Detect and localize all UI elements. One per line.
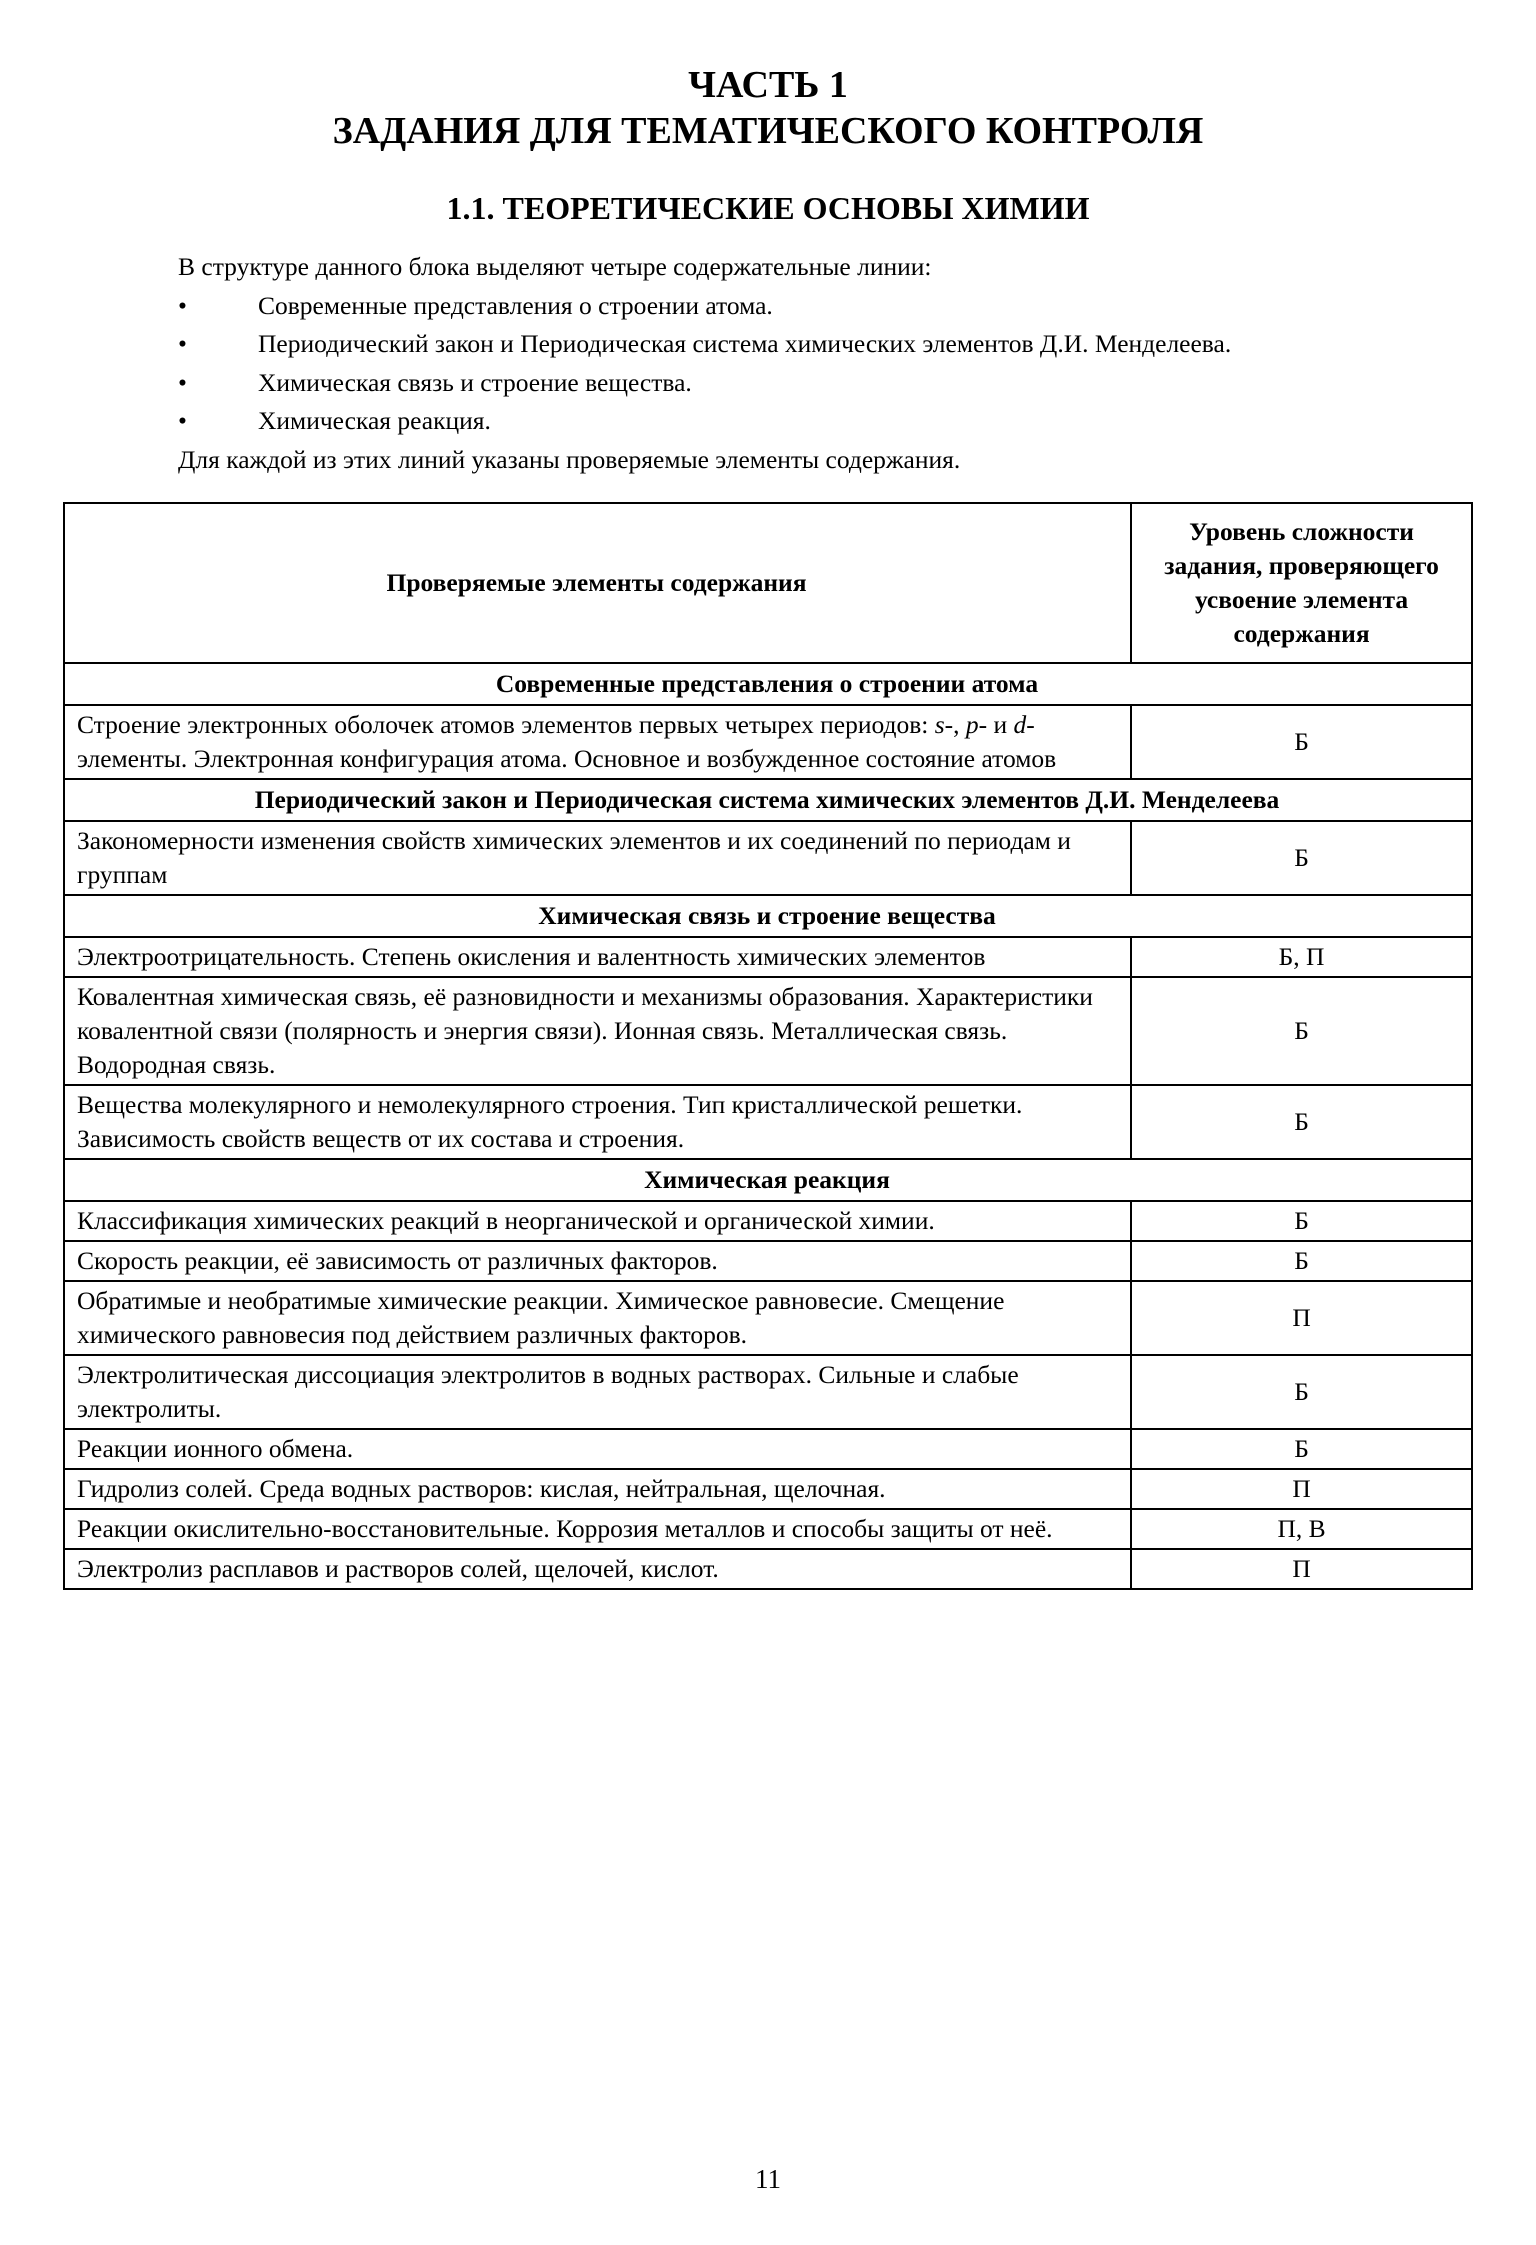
- part-subtitle: ЗАДАНИЯ ДЛЯ ТЕМАТИЧЕСКОГО КОНТРОЛЯ: [332, 110, 1204, 152]
- content-lines-list: [178, 287, 1478, 441]
- element-text-italic: s: [934, 710, 945, 739]
- level-cell: Б: [1131, 1355, 1472, 1429]
- table-row: [64, 937, 1472, 977]
- part-title: [0, 62, 1536, 154]
- column-header-element: Проверяемые элементы содержания: [64, 503, 1131, 663]
- element-cell: Реакции ионного обмена.: [64, 1429, 1131, 1469]
- element-cell: [64, 705, 1131, 779]
- table-row: [64, 1469, 1472, 1509]
- content-elements-table: [63, 502, 1473, 1590]
- table-header-row: [64, 503, 1472, 663]
- group-row: [64, 895, 1472, 937]
- bullet-icon: •: [178, 367, 187, 397]
- level-cell: П, В: [1131, 1509, 1472, 1549]
- element-cell: Гидролиз солей. Среда водных растворов: кислая, нейтральная, щелочная.: [64, 1469, 1131, 1509]
- level-cell: П: [1131, 1469, 1472, 1509]
- element-text: Строение электронных оболочек атомов элементов первых четырех периодов:: [77, 710, 935, 739]
- element-cell: Классификация химических реакций в неорганической и органической химии.: [64, 1201, 1131, 1241]
- group-title: Современные представления о строении атома: [64, 663, 1472, 705]
- level-cell: Б: [1131, 705, 1472, 779]
- group-row: [64, 1159, 1472, 1201]
- content-line-text: Химическая связь и строение вещества.: [258, 367, 692, 397]
- element-cell: Скорость реакции, её зависимость от различных факторов.: [64, 1241, 1131, 1281]
- table-row: [64, 1355, 1472, 1429]
- bullet-icon: •: [178, 329, 187, 358]
- bullet-icon: •: [178, 290, 187, 320]
- element-text: -,: [944, 710, 966, 739]
- content-line-item: [178, 325, 1478, 364]
- part-heading: ЧАСТЬ 1: [688, 64, 848, 106]
- table-row: [64, 1281, 1472, 1355]
- level-cell: Б: [1131, 977, 1472, 1085]
- level-cell: Б: [1131, 1085, 1472, 1159]
- element-cell: Закономерности изменения свойств химических элементов и их соединений по периодам и группам: [64, 821, 1131, 895]
- level-cell: Б: [1131, 1201, 1472, 1241]
- intro-closing: Для каждой из этих линий указаны проверяемые элементы содержания.: [178, 444, 961, 474]
- element-text-italic: p: [965, 710, 979, 739]
- table-row: [64, 1549, 1472, 1589]
- table-row: [64, 1201, 1472, 1241]
- element-cell: Электролиз расплавов и растворов солей, щелочей, кислот.: [64, 1549, 1131, 1589]
- section-title: 1.1. ТЕОРЕТИЧЕСКИЕ ОСНОВЫ ХИМИИ: [446, 190, 1090, 226]
- content-line-text: Периодический закон и Периодическая система химических элементов Д.И. Менделеева.: [258, 329, 1232, 358]
- group-title: Химическая реакция: [64, 1159, 1472, 1201]
- table-row: [64, 1241, 1472, 1281]
- table-row: [64, 1085, 1472, 1159]
- table-row: [64, 1509, 1472, 1549]
- table-row: [64, 705, 1472, 779]
- level-cell: Б: [1131, 1429, 1472, 1469]
- bullet-icon: •: [178, 406, 187, 435]
- content-line-item: [178, 364, 1478, 403]
- element-text-italic: d: [1013, 710, 1027, 739]
- content-line-item: [178, 402, 1478, 441]
- element-text: - и: [978, 710, 1014, 739]
- column-header-level: Уровень сложности задания, проверяющего усвоение элемента содержания: [1131, 503, 1472, 663]
- level-cell: Б: [1131, 821, 1472, 895]
- element-cell: Ковалентная химическая связь, её разновидности и механизмы образования. Характеристики ковалентной связи (полярность и энергия связи). Ионная связь. Металлическая связь. Водородная связь.: [64, 977, 1131, 1085]
- group-title: Химическая связь и строение вещества: [64, 895, 1472, 937]
- level-cell: Б: [1131, 1241, 1472, 1281]
- level-cell: П: [1131, 1281, 1472, 1355]
- content-line-text: Современные представления о строении атома.: [258, 290, 773, 320]
- table-row: [64, 977, 1472, 1085]
- group-row: [64, 779, 1472, 821]
- intro-block: [178, 248, 1478, 479]
- content-line-item: [178, 287, 1478, 326]
- element-text: -элементы. Электронная конфигурация атома. Основное и возбужденное состояние атомов: [77, 710, 1057, 773]
- element-cell: Электроотрицательность. Степень окисления и валентность химических элементов: [64, 937, 1131, 977]
- level-cell: П: [1131, 1549, 1472, 1589]
- level-cell: Б, П: [1131, 937, 1472, 977]
- group-row: [64, 663, 1472, 705]
- page-number: 11: [755, 2164, 781, 2194]
- intro-lead: В структуре данного блока выделяют четыре содержательные линии:: [178, 252, 932, 281]
- element-cell: Реакции окислительно-восстановительные. Коррозия металлов и способы защиты от неё.: [64, 1509, 1131, 1549]
- group-title: Периодический закон и Периодическая система химических элементов Д.И. Менделеева: [64, 779, 1472, 821]
- element-cell: Обратимые и необратимые химические реакции. Химическое равновесие. Смещение химического равновесия под действием различных факторов.: [64, 1281, 1131, 1355]
- table-row: [64, 821, 1472, 895]
- table-row: [64, 1429, 1472, 1469]
- element-cell: Электролитическая диссоциация электролитов в водных растворах. Сильные и слабые электролиты.: [64, 1355, 1131, 1429]
- element-cell: Вещества молекулярного и немолекулярного строения. Тип кристаллической решетки. Зависимость свойств веществ от их состава и строения.: [64, 1085, 1131, 1159]
- content-line-text: Химическая реакция.: [258, 406, 491, 435]
